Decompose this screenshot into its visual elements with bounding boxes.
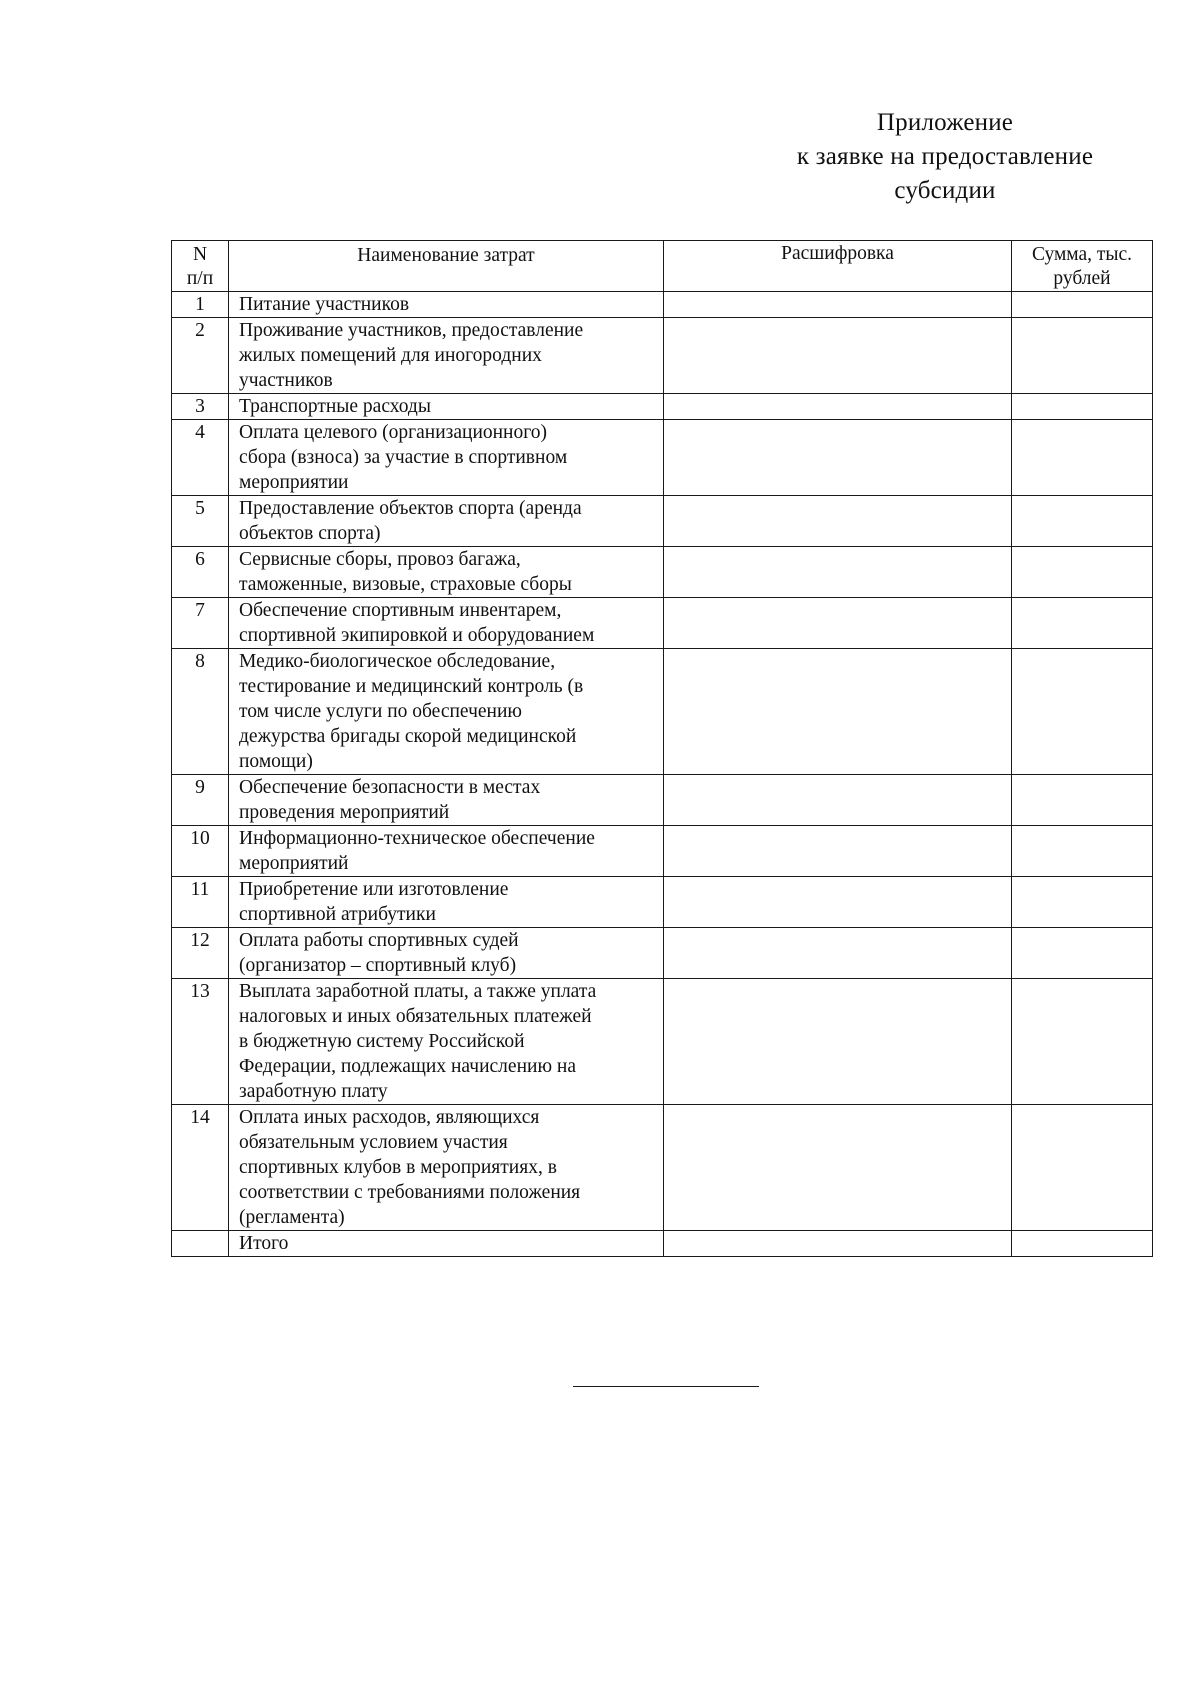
sum-cell (1012, 1105, 1153, 1231)
decoding-cell (664, 979, 1012, 1105)
cost-name-line: мероприятий (239, 853, 349, 874)
cost-name-line: Транспортные расходы (239, 396, 431, 417)
row-number: 5 (172, 496, 229, 547)
table-row (172, 826, 1153, 877)
table-header-row (172, 241, 1153, 292)
total-sum-cell (1012, 1231, 1153, 1257)
decoding-cell (664, 547, 1012, 598)
row-number: 6 (172, 547, 229, 598)
cost-name-line: налоговых и иных обязательных платежей (239, 1006, 592, 1027)
decoding-cell (664, 928, 1012, 979)
cost-name-line: соответствии с требованиями положения (239, 1182, 581, 1203)
column-header-sum-line1: Сумма, тыс. (1031, 244, 1133, 265)
cost-name-cell (229, 292, 664, 318)
column-header-sum-line2: рублей (1053, 268, 1111, 289)
table-row (172, 928, 1153, 979)
appendix-subtitle-line2: субсидии (894, 177, 996, 204)
cost-name-line: Выплата заработной платы, а также уплата (239, 981, 597, 1002)
sum-cell (1012, 928, 1153, 979)
cost-name-cell (229, 775, 664, 826)
cost-name-cell (229, 928, 664, 979)
cost-name-line: Медико-биологическое обследование, (239, 651, 556, 672)
table-row (172, 420, 1153, 496)
cost-name-line: спортивной экипировкой и оборудованием (239, 625, 595, 646)
decoding-cell (664, 649, 1012, 775)
decoding-cell (664, 877, 1012, 928)
cost-name-line: Проживание участников, предоставление (239, 320, 584, 341)
cost-name-cell (229, 1105, 664, 1231)
column-header-number-line2: п/п (186, 268, 214, 289)
appendix-subtitle-line1: к заявке на предоставление (796, 143, 1094, 170)
appendix-title: Приложение (876, 109, 1014, 136)
row-number: 8 (172, 649, 229, 775)
row-number: 13 (172, 979, 229, 1105)
cost-name-line: тестирование и медицинский контроль (в (239, 676, 584, 697)
row-number: 1 (172, 292, 229, 318)
row-number: 3 (172, 394, 229, 420)
appendix-header (760, 106, 1130, 208)
row-number: 11 (172, 877, 229, 928)
table-row (172, 394, 1153, 420)
decoding-cell (664, 420, 1012, 496)
table-row (172, 292, 1153, 318)
cost-name-line: спортивной атрибутики (239, 904, 436, 925)
sum-cell (1012, 394, 1153, 420)
cost-name-line: заработную плату (239, 1081, 388, 1102)
column-header-cost-name: Наименование затрат (229, 241, 664, 292)
signature-divider-line (573, 1386, 759, 1387)
cost-name-cell (229, 547, 664, 598)
table-row (172, 1105, 1153, 1231)
cost-name-line: сбора (взноса) за участие в спортивном (239, 447, 568, 468)
total-decoding-cell (664, 1231, 1012, 1257)
cost-name-cell (229, 598, 664, 649)
sum-cell (1012, 877, 1153, 928)
cost-name-line: Федерации, подлежащих начислению на (239, 1056, 576, 1077)
cost-name-line: Обеспечение спортивным инвентарем, (239, 600, 562, 621)
cost-name-line: Обеспечение безопасности в местах (239, 777, 541, 798)
cost-name-line: участников (239, 370, 333, 391)
cost-name-cell (229, 649, 664, 775)
table-row (172, 496, 1153, 547)
column-header-number-line1: N (192, 244, 208, 265)
row-number: 10 (172, 826, 229, 877)
total-number-cell (172, 1231, 229, 1257)
decoding-cell (664, 775, 1012, 826)
cost-name-line: (организатор – спортивный клуб) (239, 955, 517, 976)
total-row (172, 1231, 1153, 1257)
table-row (172, 979, 1153, 1105)
sum-cell (1012, 547, 1153, 598)
column-header-sum (1012, 241, 1153, 292)
row-number: 9 (172, 775, 229, 826)
decoding-cell (664, 826, 1012, 877)
sum-cell (1012, 496, 1153, 547)
table-row (172, 649, 1153, 775)
sum-cell (1012, 979, 1153, 1105)
cost-name-line: Оплата целевого (организационного) (239, 422, 548, 443)
total-label: Итого (229, 1231, 664, 1257)
sum-cell (1012, 775, 1153, 826)
sum-cell (1012, 318, 1153, 394)
decoding-cell (664, 292, 1012, 318)
cost-name-line: Сервисные сборы, провоз багажа, (239, 549, 521, 570)
cost-name-line: Оплата работы спортивных судей (239, 930, 519, 951)
cost-name-cell (229, 826, 664, 877)
row-number: 2 (172, 318, 229, 394)
cost-name-line: Приобретение или изготовление (239, 879, 509, 900)
cost-name-cell (229, 394, 664, 420)
cost-name-line: дежурства бригады скорой медицинской (239, 726, 577, 747)
cost-name-line: мероприятии (239, 472, 349, 493)
table-row (172, 318, 1153, 394)
decoding-cell (664, 598, 1012, 649)
sum-cell (1012, 649, 1153, 775)
cost-name-line: том числе услуги по обеспечению (239, 701, 522, 722)
table-row (172, 877, 1153, 928)
costs-table (171, 240, 1153, 1257)
cost-name-line: спортивных клубов в мероприятиях, в (239, 1157, 557, 1178)
row-number: 14 (172, 1105, 229, 1231)
column-header-number (172, 241, 229, 292)
cost-name-line: в бюджетную систему Российской (239, 1031, 525, 1052)
row-number: 7 (172, 598, 229, 649)
cost-name-cell (229, 496, 664, 547)
sum-cell (1012, 292, 1153, 318)
cost-name-line: помощи) (239, 751, 313, 772)
cost-name-line: жилых помещений для иногородних (239, 345, 542, 366)
row-number: 12 (172, 928, 229, 979)
cost-name-line: (регламента) (239, 1207, 345, 1228)
cost-name-cell (229, 877, 664, 928)
decoding-cell (664, 318, 1012, 394)
table-row (172, 775, 1153, 826)
decoding-cell (664, 394, 1012, 420)
cost-name-cell (229, 979, 664, 1105)
sum-cell (1012, 826, 1153, 877)
cost-name-line: обязательным условием участия (239, 1132, 508, 1153)
table-row (172, 547, 1153, 598)
cost-name-line: Оплата иных расходов, являющихся (239, 1107, 540, 1128)
cost-name-line: объектов спорта) (239, 523, 381, 544)
cost-name-cell (229, 420, 664, 496)
cost-name-line: Информационно-техническое обеспечение (239, 828, 595, 849)
cost-name-line: Предоставление объектов спорта (аренда (239, 498, 582, 519)
table-row (172, 598, 1153, 649)
sum-cell (1012, 598, 1153, 649)
cost-name-cell (229, 318, 664, 394)
cost-name-line: проведения мероприятий (239, 802, 450, 823)
column-header-decoding: Расшифровка (664, 241, 1012, 292)
row-number: 4 (172, 420, 229, 496)
decoding-cell (664, 1105, 1012, 1231)
sum-cell (1012, 420, 1153, 496)
cost-name-line: Питание участников (239, 294, 410, 315)
decoding-cell (664, 496, 1012, 547)
cost-name-line: таможенные, визовые, страховые сборы (239, 574, 572, 595)
